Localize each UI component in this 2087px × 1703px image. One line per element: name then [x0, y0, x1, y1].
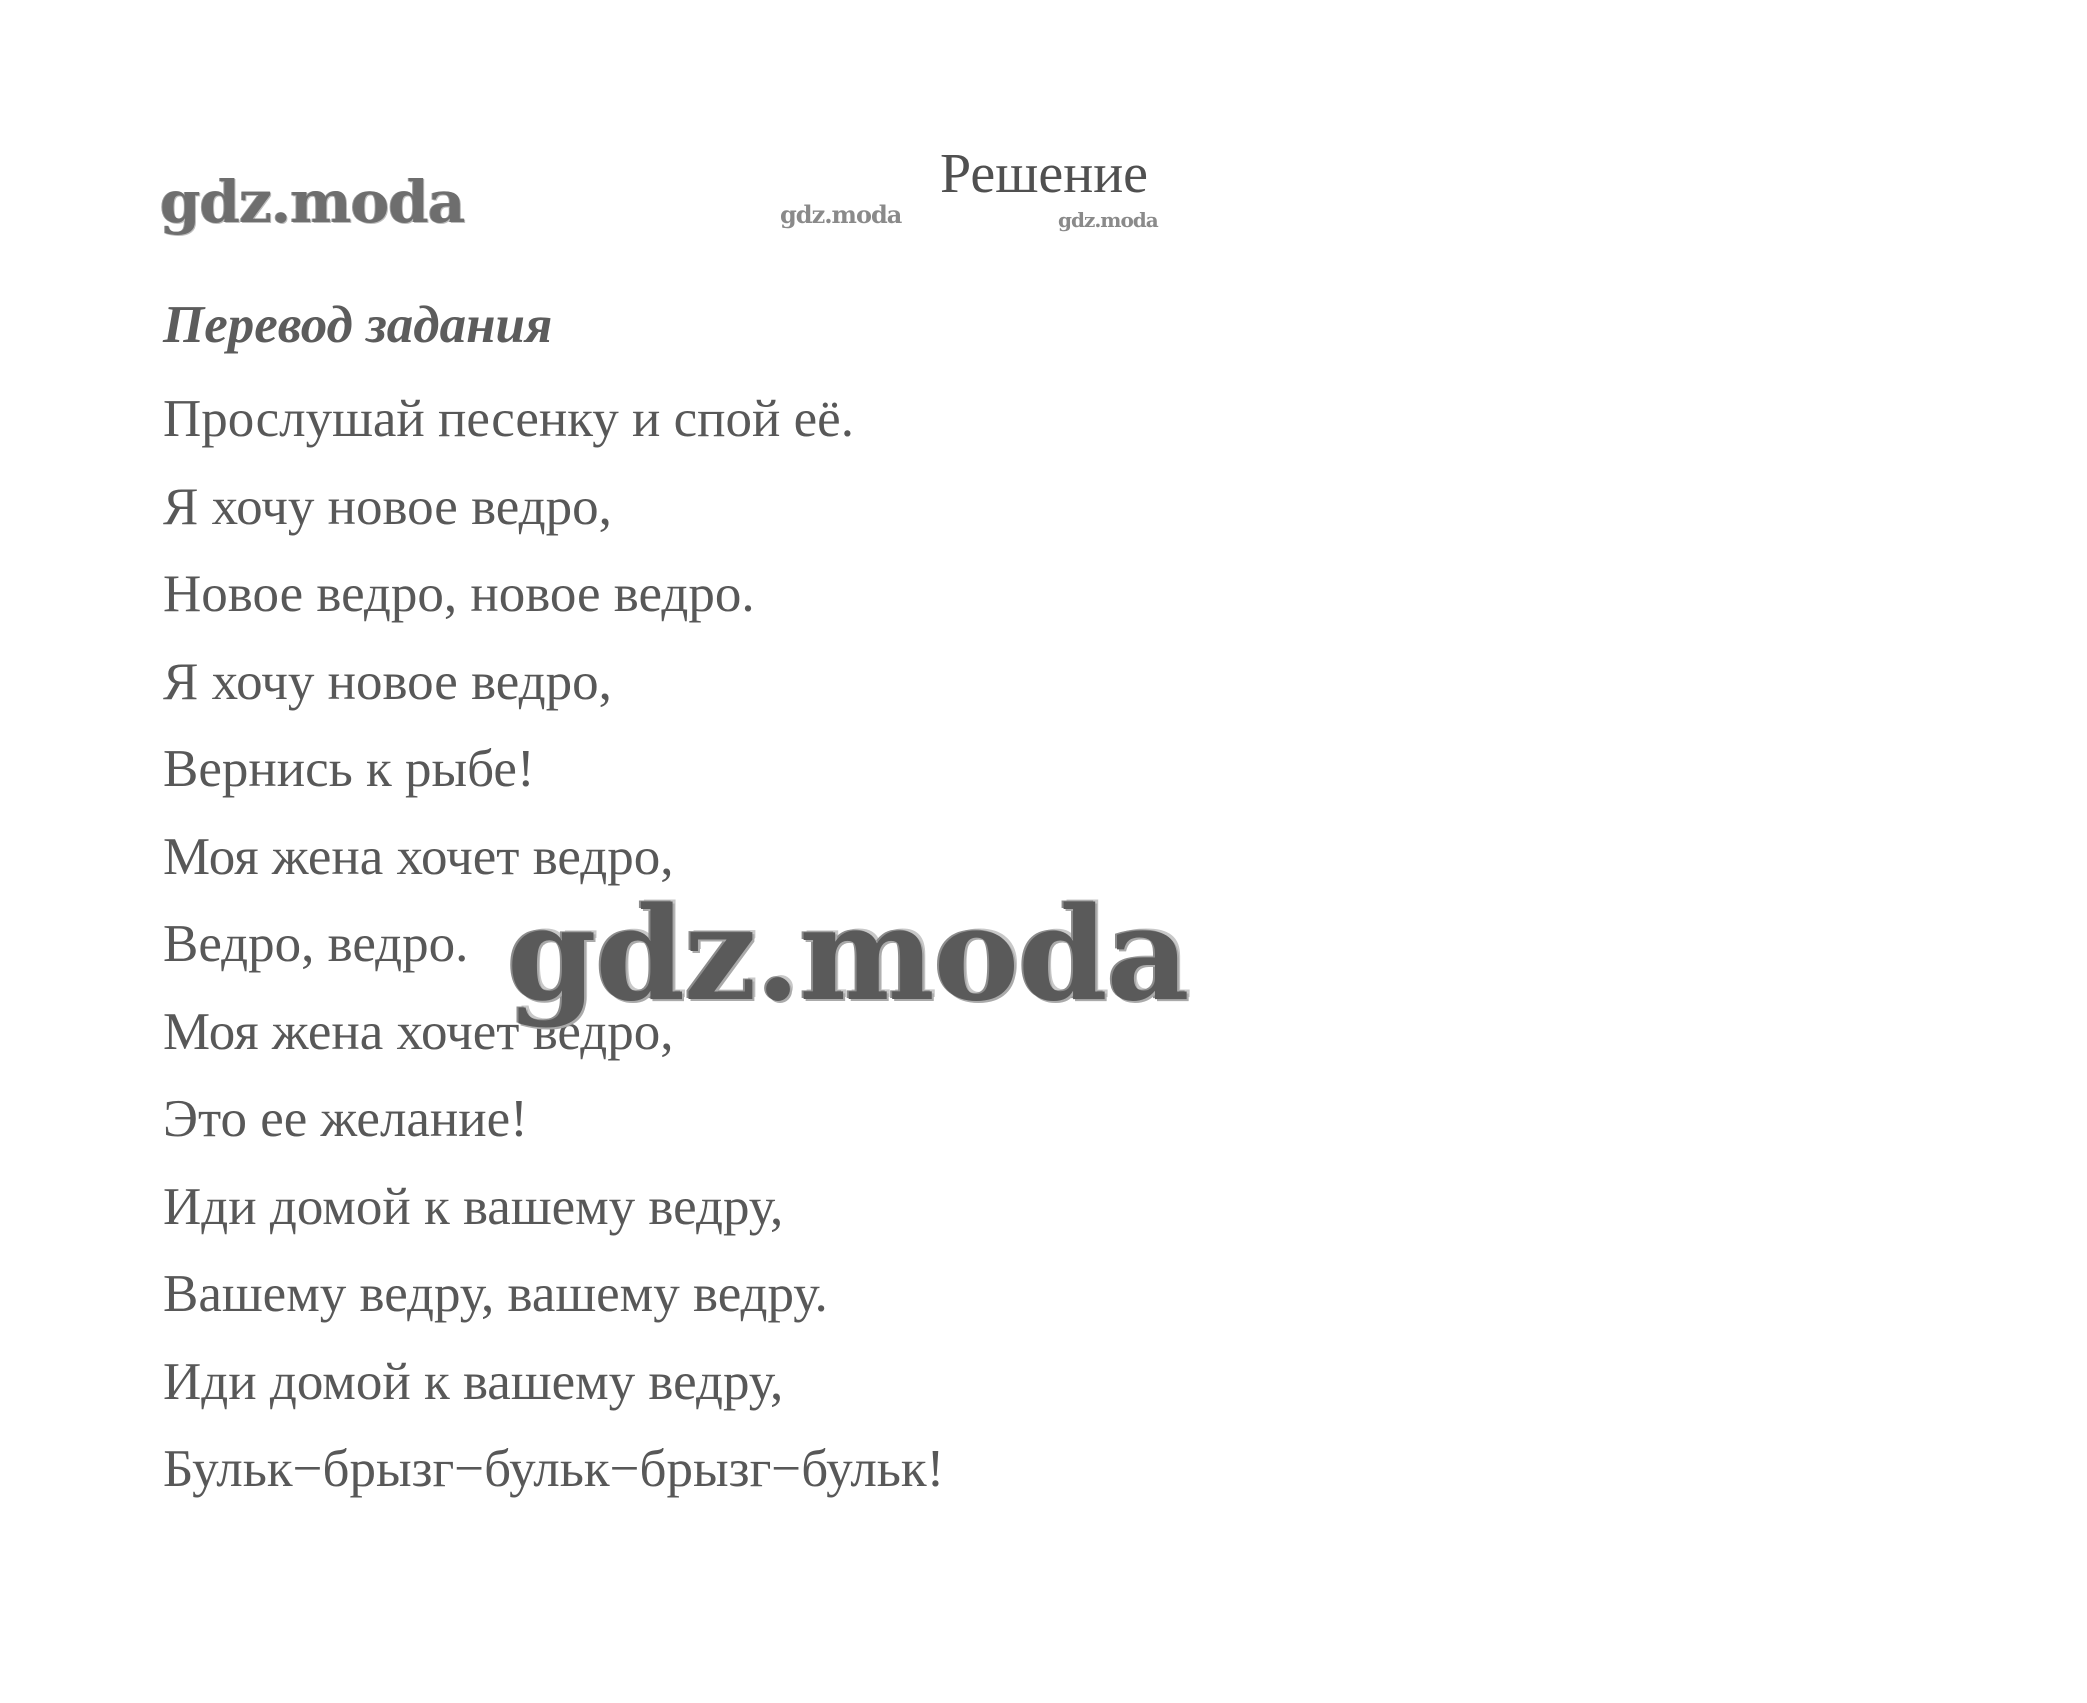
text-line: Моя жена хочет ведро,: [163, 827, 674, 886]
watermark-small: gdz.moda: [780, 200, 902, 229]
text-line: Прослушай песенку и спой её.: [163, 390, 854, 448]
text-line: Новое ведро, новое ведро.: [163, 565, 755, 623]
text-line: Я хочу новое ведро,: [163, 477, 612, 536]
watermark-logo: gdz.moda: [160, 168, 465, 236]
text-line: Иди домой к вашему ведру,: [163, 1177, 784, 1236]
text-line: Это ее желание!: [163, 1090, 528, 1148]
text-line: Моя жена хочет ведро,: [163, 1002, 674, 1061]
section-heading: Перевод задания: [163, 296, 553, 354]
watermark-center: gdz.moda: [507, 880, 1189, 1030]
page-title: Решение: [940, 143, 1149, 205]
text-line: Бульк−брызг−бульк−брызг−бульк!: [163, 1440, 945, 1498]
text-line: Ведро, ведро.: [163, 915, 469, 973]
text-line: Вашему ведру, вашему ведру.: [163, 1265, 828, 1323]
text-line: Иди домой к вашему ведру,: [163, 1352, 784, 1411]
text-line: Вернись к рыбе!: [163, 740, 535, 798]
text-line: Я хочу новое ведро,: [163, 652, 612, 711]
watermark-small: gdz.moda: [1058, 208, 1158, 232]
